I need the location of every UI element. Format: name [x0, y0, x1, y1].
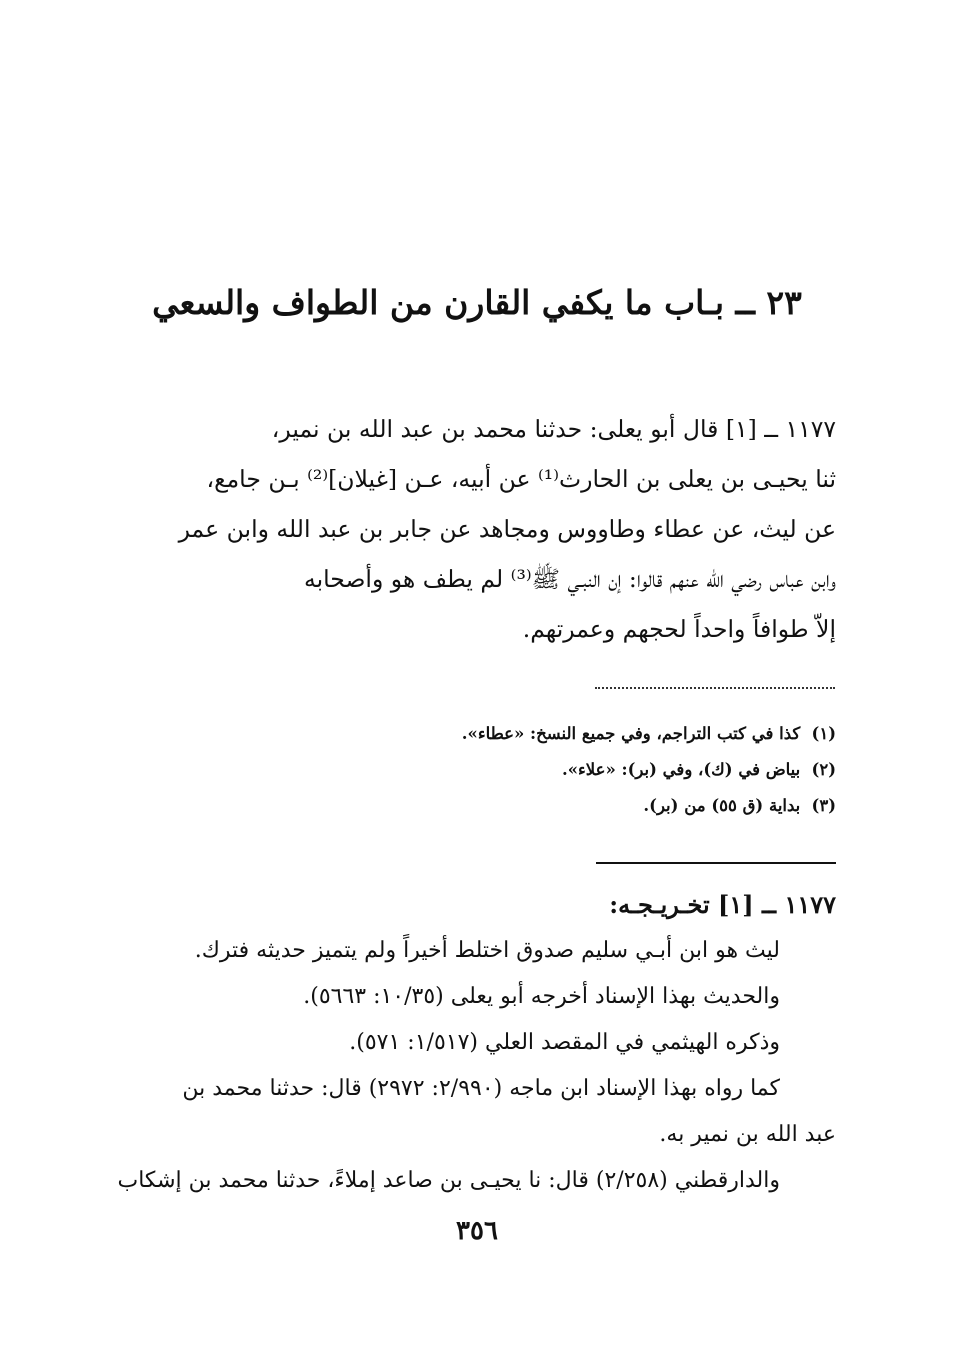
hadith-line: ١١٧٧ ــ [١] قال أبو يعلى: حدثنا محمد بن عبد الله بن نمير، [271, 415, 836, 443]
footnotes [400, 716, 836, 824]
footnote-number: (٣) [811, 796, 836, 815]
takhrij-heading: ١١٧٧ ــ [١] تخـريـجـه: [609, 890, 836, 919]
takhrij-line: والدارقطني (٢/٢٥٨) قال: نا يحيـى بن صاعد إملاءً، حدثنا محمد بن إشكاب [117, 1168, 780, 1193]
takhrij-line: ليث هو ابن أبـي سليم صدوق اختلط أخيراً ولم يتميز حديثه فترك. [194, 938, 780, 963]
chapter-title: ٢٣ ــ بـاب ما يكفي القارن من الطواف والسعي [152, 283, 802, 322]
footnote-text: بياض في (ك)، وفي (بر): «علاء». [561, 760, 801, 779]
hadith-line: إلاّ طوافاً واحداً لحجهم وعمرتهم. [522, 615, 836, 643]
takhrij-line: والحديث بهذا الإسناد أخرجه أبو يعلى (١٠/٣٥: ٥٦٦٣). [303, 984, 780, 1009]
hadith-line: ثنا يحيـى بن يعلى بن الحارث⁽¹⁾ عن أبيه، عـن [غيلان]⁽²⁾ بـن جامع، [206, 465, 836, 493]
hadith-line: وابن عباس رضي الله عنهم قالوا: إن النبـي ﷺ⁽³⁾ لم يطف هو وأصحابه [304, 565, 836, 593]
hadith-text [112, 404, 836, 654]
page-number: ٣٥٦ [456, 1216, 498, 1246]
takhrij-line: كما رواه بهذا الإسناد ابن ماجه (٢/٩٩٠: ٢٩٧٢) قال: حدثنا محمد بن [182, 1076, 780, 1101]
section-divider [596, 862, 836, 864]
takhrij-line: وذكره الهيثمي في المقصد العلي (١/٥١٧: ٥٧١). [349, 1030, 780, 1055]
footnote [400, 788, 836, 824]
footnote-text: كذا في كتب التراجم، وفي جميع النسخ: «عطاء». [461, 724, 801, 743]
footnote-number: (٢) [811, 760, 836, 779]
footnote-separator [595, 687, 835, 689]
footnote [400, 752, 836, 788]
footnote-text: بداية (ق ٥٥) من (بر). [643, 796, 801, 815]
takhrij-line: عبد الله بن نمير به. [659, 1122, 836, 1147]
footnote-number: (١) [811, 724, 836, 743]
footnote [400, 716, 836, 752]
hadith-line: عن ليث، عن عطاء وطاووس ومجاهد عن جابر بن عبد الله وابن عمر [178, 515, 836, 543]
takhrij-section [112, 882, 836, 1204]
